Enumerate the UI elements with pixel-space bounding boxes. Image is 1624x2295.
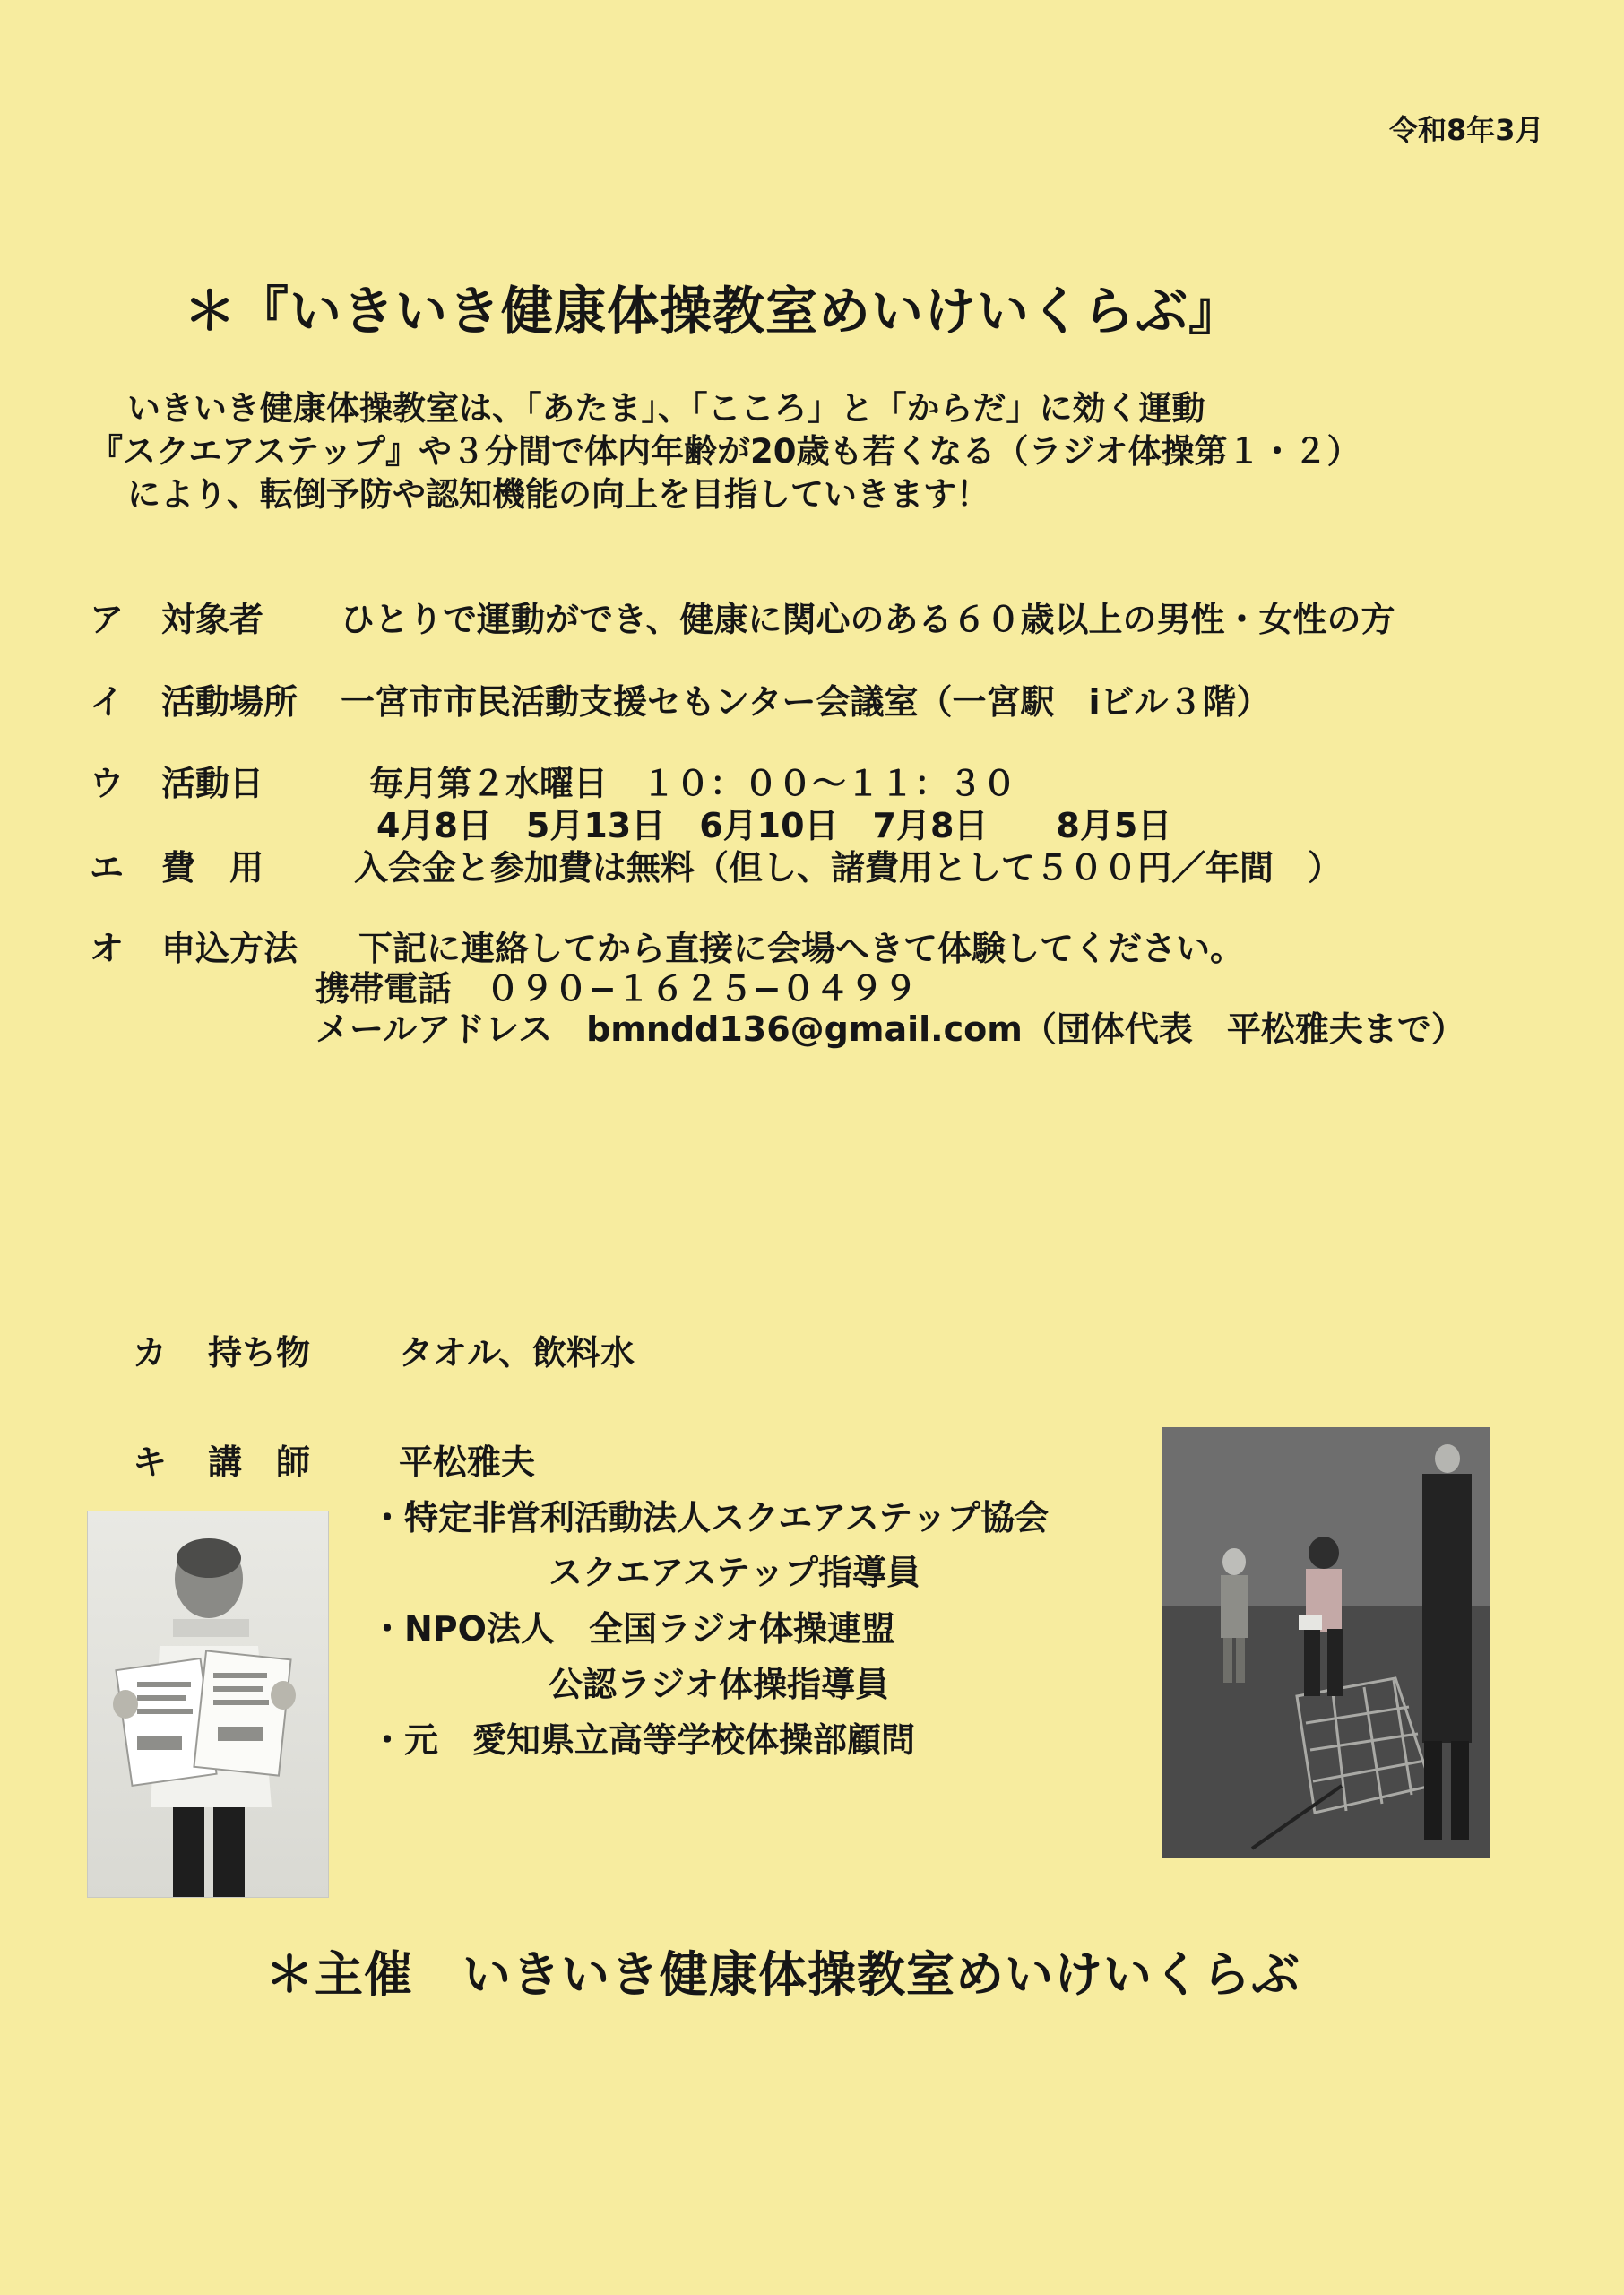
- item-label: 申込方法: [161, 929, 298, 968]
- item-label: 費 用: [161, 848, 264, 888]
- contact-phone: 携帯電話 ０９０−１６２５−０４９９: [315, 969, 918, 1009]
- organizer-footer: ＊主催 いきいき健康体操教室めいけいくらぶ: [265, 1946, 1300, 2003]
- item-mark: キ: [133, 1442, 168, 1482]
- item-mark: ウ: [90, 764, 125, 803]
- item-value: 下記に連絡してから直接に会場へきて体験してください。: [358, 929, 1245, 968]
- career-line: スクエアステップ指導員: [549, 1553, 920, 1592]
- item-mark: エ: [90, 848, 125, 888]
- item-label: 活動日: [161, 764, 264, 803]
- career-line: ・NPO法人 全国ラジオ体操連盟: [370, 1609, 895, 1649]
- flyer-title: ＊『いきいき健康体操教室めいけいくらぶ』: [184, 281, 1242, 342]
- item-value: ひとりで運動ができ、健康に関心のある６０歳以上の男性・女性の方: [341, 600, 1395, 639]
- career-line: 公認ラジオ体操指導員: [549, 1665, 890, 1704]
- contact-email: メールアドレス bmndd136@gmail.com（団体代表 平松雅夫まで）: [315, 1009, 1465, 1049]
- item-value: 一宮市市民活動支援セもンター会議室（一宮駅 iビル３階）: [341, 682, 1271, 722]
- intro-line: いきいき健康体操教室は、「あたま」、「こころ」と「からだ」に効く運動: [127, 389, 1205, 428]
- item-label: 持ち物: [208, 1333, 311, 1373]
- instructor-name: 平松雅夫: [399, 1442, 536, 1482]
- item-label: 対象者: [161, 600, 264, 639]
- item-label: 講 師: [208, 1442, 311, 1482]
- instructor-photo: [87, 1511, 329, 1898]
- item-mark: カ: [133, 1333, 168, 1373]
- issue-date: 令和8年3月: [1389, 113, 1544, 147]
- intro-line: により、転倒予防や認知機能の向上を目指していきます！: [127, 475, 989, 514]
- item-mark: ア: [90, 600, 125, 639]
- career-line: ・特定非営利活動法人スクエアステップ協会: [370, 1498, 1049, 1537]
- schedule-dates: 4月8日 5月13日 6月10日 7月8日 8月5日: [376, 806, 1172, 845]
- item-label: 活動場所: [161, 682, 298, 722]
- item-value: 毎月第２水曜日 １０：００〜１１：３０: [369, 764, 1017, 803]
- item-mark: イ: [90, 682, 125, 722]
- intro-paragraph: [90, 387, 1361, 516]
- item-value: タオル、飲料水: [399, 1333, 635, 1373]
- career-line: ・元 愛知県立高等学校体操部顧問: [370, 1720, 916, 1760]
- item-mark: オ: [90, 929, 125, 968]
- intro-line: 『スクエアステップ』や３分間で体内年齢が20歳も若くなる（ラジオ体操第１・２）: [90, 432, 1361, 471]
- item-value: 入会金と参加費は無料（但し、諸費用として５００円／年間 ）: [354, 848, 1343, 888]
- activity-photo: [1162, 1427, 1490, 1858]
